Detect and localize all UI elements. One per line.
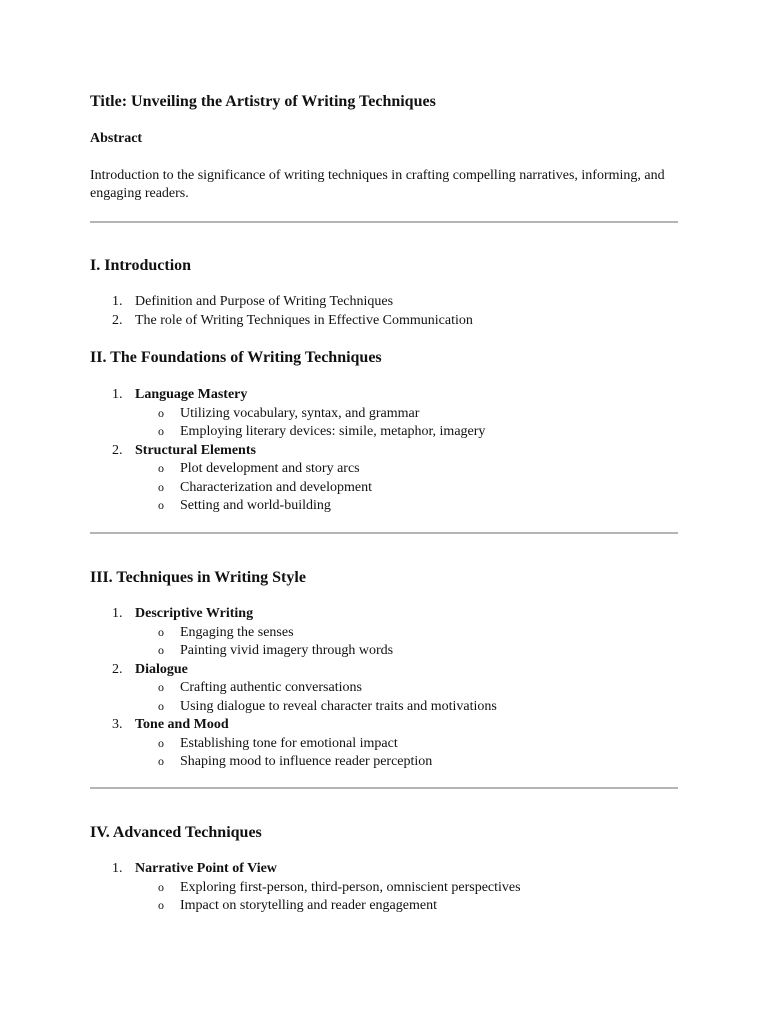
circle-bullet-icon: o (158, 735, 164, 750)
sub-list-item (135, 497, 485, 516)
list-number: 2. (112, 661, 123, 677)
circle-bullet-icon: o (158, 680, 164, 694)
circle-bullet-icon: o (158, 698, 164, 713)
list-item-label: Structural Elements (135, 442, 256, 458)
sub-list (135, 460, 485, 516)
list-item-label: Tone and Mood (135, 717, 229, 732)
list-item (90, 312, 473, 331)
sub-list-item-label: Exploring first-person, third-person, omniscient perspectives (180, 879, 521, 895)
sub-list (135, 879, 521, 916)
sub-list-item (135, 753, 497, 772)
circle-bullet-icon: o (158, 424, 164, 438)
circle-bullet-icon: o (158, 498, 164, 512)
sub-list-item (135, 698, 497, 717)
section-heading-introduction: I. Introduction (90, 257, 192, 274)
list-item-label: Language Mastery (135, 387, 248, 402)
list-number: 3. (112, 717, 123, 732)
section-heading-foundations: II. The Foundations of Writing Techniques (90, 349, 382, 366)
sub-list-item-label: Crafting authentic conversations (180, 680, 362, 695)
circle-bullet-icon: o (158, 898, 164, 912)
circle-bullet-icon: o (158, 479, 164, 494)
circle-bullet-icon: o (158, 879, 164, 894)
circle-bullet-icon: o (158, 624, 164, 639)
section-divider (90, 221, 678, 223)
sub-list-item (135, 624, 497, 643)
list-item-label: Narrative Point of View (135, 861, 277, 876)
sub-list (135, 679, 497, 716)
list-item (90, 860, 521, 916)
sub-list-item (135, 460, 485, 479)
circle-bullet-icon: o (158, 754, 164, 768)
list-number: 1. (112, 294, 123, 309)
sub-list-item-label: Shaping mood to influence reader perception (180, 754, 433, 769)
sub-list (135, 405, 485, 442)
list-number: 1. (112, 861, 123, 876)
sub-list-item-label: Establishing tone for emotional impact (180, 735, 398, 751)
section-heading-advanced: IV. Advanced Techniques (90, 824, 262, 841)
list-item (90, 716, 497, 772)
sub-list-item (135, 879, 521, 898)
sub-list-item-label: Using dialogue to reveal character traits and motivations (180, 698, 497, 714)
circle-bullet-icon: o (158, 461, 164, 475)
sub-list-item (135, 679, 497, 698)
advanced-list (90, 860, 521, 916)
sub-list-item-label: Characterization and development (180, 479, 373, 495)
sub-list (135, 735, 497, 772)
list-item (90, 293, 473, 312)
sub-list-item (135, 423, 485, 442)
sub-list-item-label: Setting and world-building (180, 498, 331, 513)
list-number: 2. (112, 312, 123, 328)
section-divider (90, 532, 678, 534)
introduction-list (90, 293, 473, 330)
abstract-heading: Abstract (90, 131, 143, 146)
abstract-text: Introduction to the significance of writing techniques in crafting compelling narratives, informing, and engaging readers. (90, 168, 665, 201)
list-number: 1. (112, 606, 123, 621)
writing-style-list (90, 605, 497, 772)
sub-list-item-label: Utilizing vocabulary, syntax, and grammar (180, 405, 420, 421)
foundations-list (90, 386, 485, 516)
list-item (90, 442, 485, 516)
sub-list-item (135, 735, 497, 754)
sub-list-item (135, 897, 521, 916)
list-number: 2. (112, 442, 123, 458)
sub-list-item-label: Employing literary devices: simile, metaphor, imagery (180, 424, 486, 439)
list-item-label: The role of Writing Techniques in Effective Communication (135, 312, 473, 328)
circle-bullet-icon: o (158, 405, 164, 420)
sub-list (135, 624, 497, 661)
list-item (90, 661, 497, 717)
list-item-label: Dialogue (135, 661, 188, 677)
list-number: 1. (112, 387, 123, 402)
sub-list-item (135, 479, 485, 498)
list-item-label: Descriptive Writing (135, 606, 254, 621)
sub-list-item-label: Plot development and story arcs (180, 461, 360, 476)
document-title: Title: Unveiling the Artistry of Writing Techniques (90, 93, 436, 110)
list-item (90, 386, 485, 442)
circle-bullet-icon: o (158, 643, 164, 657)
list-item-label: Definition and Purpose of Writing Techniques (135, 294, 394, 309)
sub-list-item (135, 405, 485, 424)
sub-list-item (135, 642, 497, 661)
section-divider (90, 787, 678, 789)
sub-list-item-label: Painting vivid imagery through words (180, 643, 394, 658)
sub-list-item-label: Engaging the senses (180, 624, 294, 640)
section-heading-writing-style: III. Techniques in Writing Style (90, 569, 306, 586)
list-item (90, 605, 497, 661)
sub-list-item-label: Impact on storytelling and reader engagement (180, 898, 437, 913)
